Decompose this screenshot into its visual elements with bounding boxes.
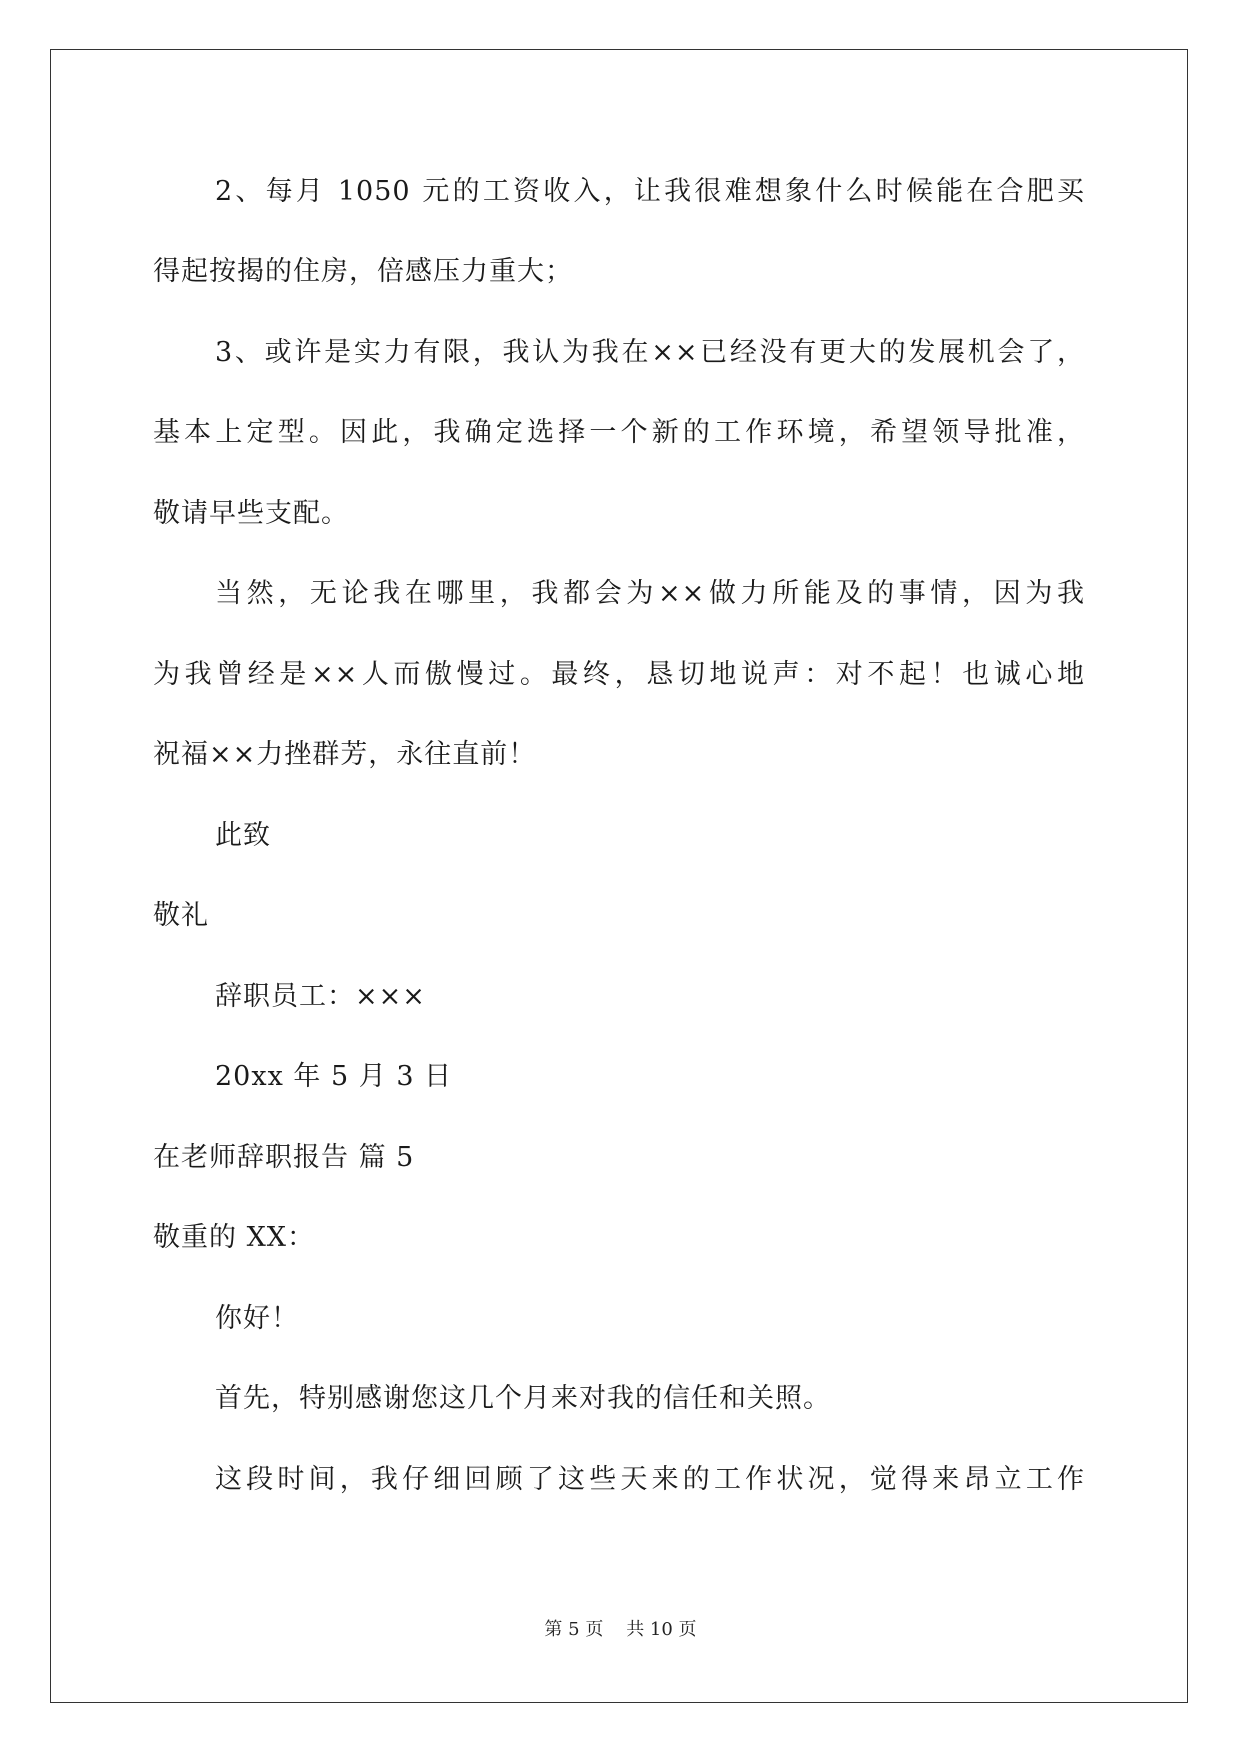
paragraph-line-8: 祝福××力挫群芳，永往直前！ (153, 739, 537, 770)
date-line: 20xx 年 5 月 3 日 (215, 1061, 453, 1092)
section-heading: 在老师辞职报告 篇 5 (153, 1142, 415, 1173)
paragraph-line-2: 得起按揭的住房，倍感压力重大； (153, 256, 573, 287)
paragraph-line-6: 当然，无论我在哪里，我都会为××做力所能及的事情，因为我 (215, 578, 1085, 609)
paragraph-line-17: 这段时间，我仔细回顾了这些天来的工作状况，觉得来昂立工作 (215, 1464, 1085, 1495)
letter-greeting: 敬重的 XX： (153, 1222, 316, 1253)
paragraph-line-7: 为我曾经是××人而傲慢过。最终，恳切地说声：对不起！也诚心地 (153, 659, 1085, 690)
closing-salutation: 此致 (215, 820, 271, 851)
paragraph-line-16: 首先，特别感谢您这几个月来对我的信任和关照。 (215, 1383, 831, 1414)
paragraph-line-5: 敬请早些支配。 (153, 498, 349, 529)
paragraph-line-3: 3、或许是实力有限，我认为我在××已经没有更大的发展机会了， (215, 337, 1085, 368)
greeting-hello: 你好！ (215, 1303, 299, 1334)
paragraph-line-4: 基本上定型。因此，我确定选择一个新的工作环境，希望领导批准， (153, 417, 1085, 448)
paragraph-line-1: 2、每月 1050 元的工资收入，让我很难想象什么时候能在合肥买 (215, 176, 1085, 207)
page-number-footer: 第 5 页 共 10 页 (544, 1619, 697, 1640)
page-border (50, 49, 1188, 1703)
signature-line: 辞职员工：××× (215, 981, 426, 1012)
closing-regards: 敬礼 (153, 900, 209, 931)
